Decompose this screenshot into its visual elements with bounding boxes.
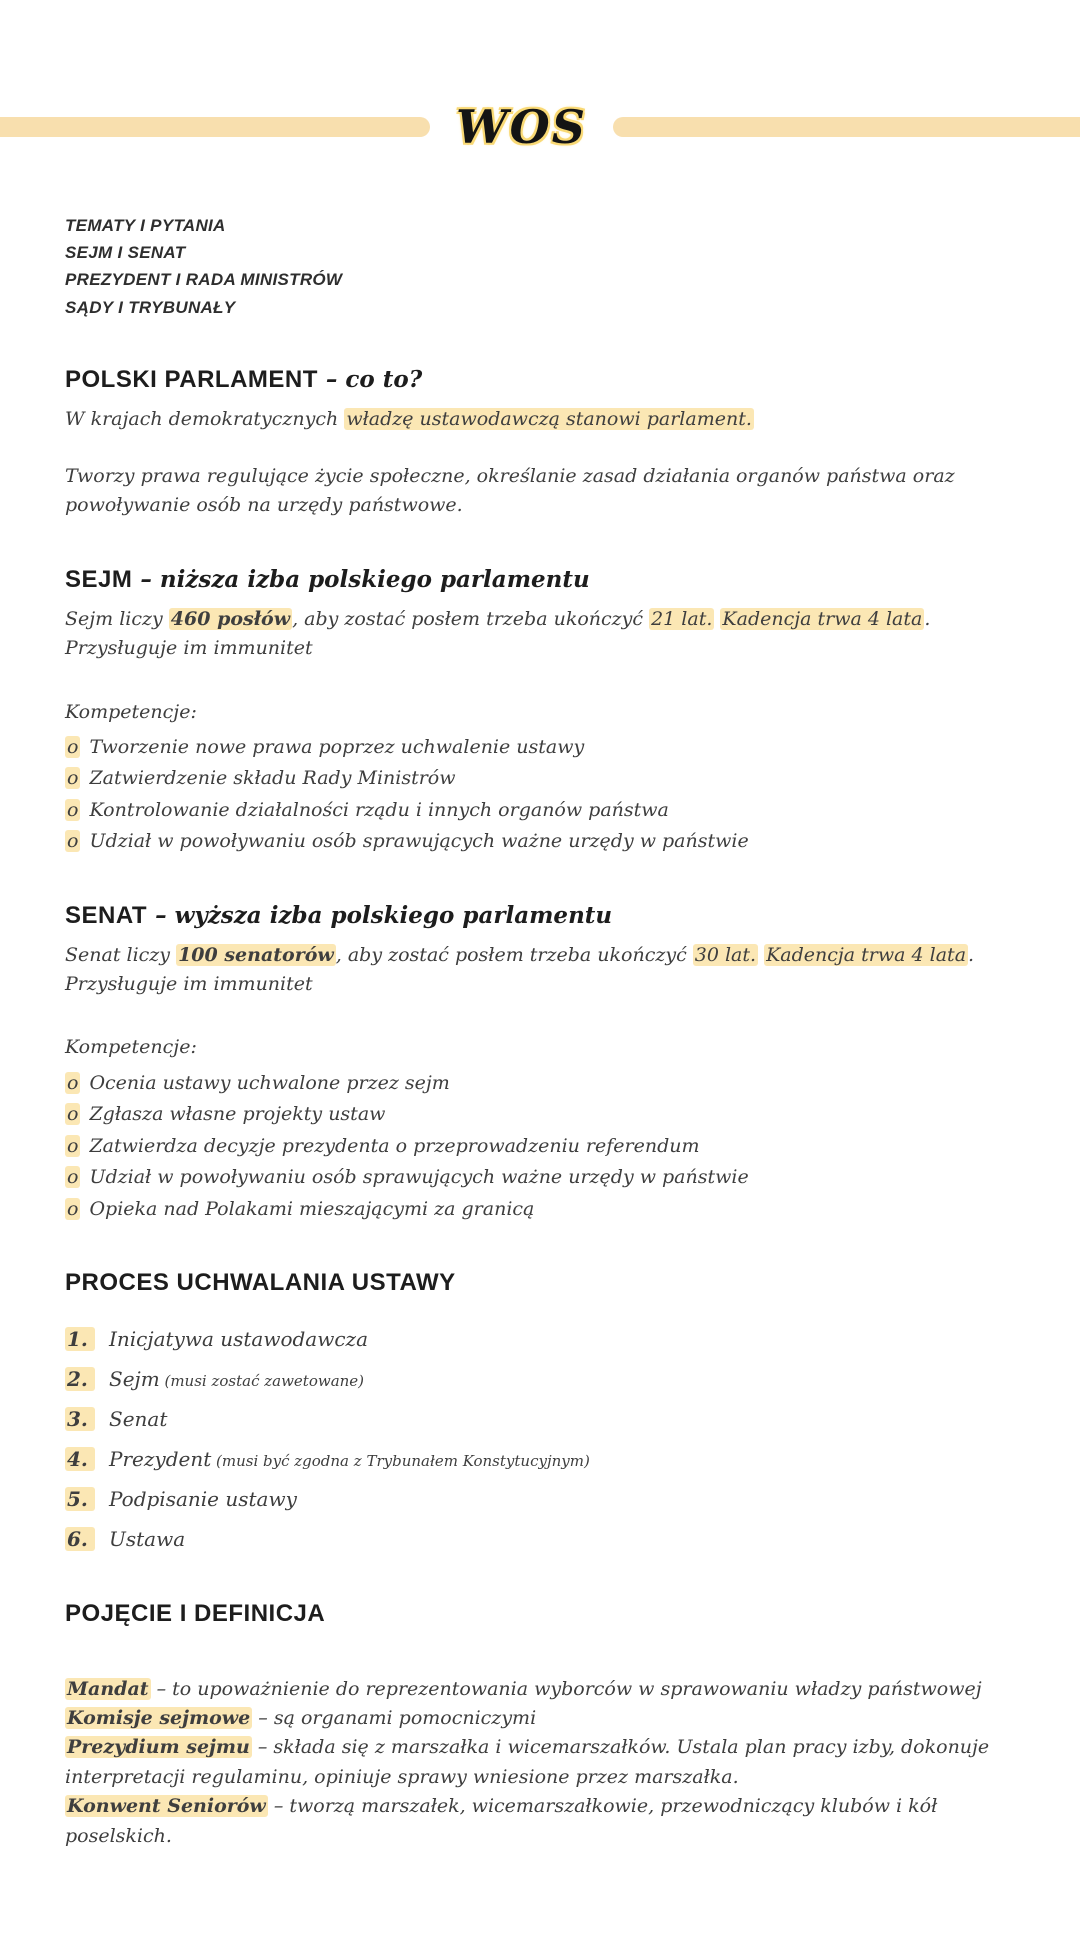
notes-page [0,100,1080,1851]
step-text [109,1484,297,1515]
list-item [65,1100,1015,1129]
topic-item: SĄDY I TRYBUNAŁY [65,297,236,317]
senat-competences-list [65,1069,1015,1224]
bullet-marker: o [67,767,79,790]
section-heading [65,1599,1015,1629]
section-heading [65,565,1015,595]
bullet-marker: o [67,1166,79,1189]
text-segment: 460 posłów [170,607,291,630]
list-item [65,1069,1015,1098]
text-segment: 100 senatorów [178,943,334,966]
bullet-marker: o [67,798,79,821]
text-segment: Kadencja trwa 4 lata [722,607,923,630]
process-step [65,1404,1015,1435]
heading-subtitle: – niższa izba polskiego parlamentu [132,565,590,593]
decor-bar-right [613,117,1080,137]
decor-bar-left [0,117,430,137]
step-number: 5. [65,1487,95,1511]
step-text [109,1404,167,1435]
heading-name: PROCES UCHWALANIA USTAWY [65,1269,456,1297]
text-segment: Konwent Seniorów [67,1795,266,1818]
text-segment: W krajach demokratycznych [65,407,345,430]
step-number: 4. [65,1447,95,1471]
section-pojecie-definicja [65,1599,1015,1851]
definition-entry [65,1733,1015,1792]
step-number: 3. [65,1407,95,1431]
text-segment: , aby zostać posłem trzeba ukończyć [335,943,693,966]
bullet-marker: o [67,735,79,758]
heading-name: POJĘCIE I DEFINICJA [65,1599,326,1627]
section-proces-uchwalania [65,1268,1015,1555]
page-title: WOS [456,100,587,154]
text-segment: Ustawa [109,1526,186,1551]
text-segment: (musi być zgodna z Trybunałem Konstytucyjnym) [211,1451,590,1470]
paragraph-senat-intro [65,941,1015,1000]
step-number: 2. [65,1367,95,1391]
step-number: 6. [65,1527,95,1551]
text-segment: Mandat [67,1677,149,1700]
process-step [65,1364,1015,1395]
paragraph-sejm-intro [65,605,1015,664]
bullet-marker: o [67,830,79,853]
text-segment: 30 lat. [694,943,757,966]
bullet-marker: o [67,1134,79,1157]
text-segment: Komisje sejmowe [67,1707,251,1730]
step-text [109,1444,590,1475]
list-item [65,764,1015,793]
process-step [65,1524,1015,1555]
definition-entry [65,1792,1015,1851]
topic-item: PREZYDENT I RADA MINISTRÓW [65,270,343,290]
competences-label: Kompetencje: [65,1036,197,1059]
step-number: 1. [65,1327,95,1351]
list-item-text: Zatwierdzenie składu Rady Ministrów [89,767,456,790]
step-text [109,1324,368,1355]
text-segment: , aby zostać posłem trzeba ukończyć [292,607,650,630]
topic-item: TEMATY I PYTANIA [65,216,226,235]
section-sejm [65,565,1015,857]
text-segment: (musi zostać zawetowane) [159,1371,365,1390]
text-segment: Senat liczy [65,943,177,966]
heading-name: POLSKI PARLAMENT [65,365,318,393]
list-item-text: Udział w powoływaniu osób sprawujących ważne urzędy w państwie [89,1166,749,1189]
section-heading [65,1268,1015,1298]
list-item-text: Opieka nad Polakami mieszającymi za granicą [89,1197,535,1220]
bullet-marker: o [67,1103,79,1126]
competences-label: Kompetencje: [65,700,197,723]
list-item [65,827,1015,856]
process-step [65,1444,1015,1475]
bullet-marker: o [67,1071,79,1094]
section-heading [65,365,1015,395]
text-segment: – to upoważnienie do reprezentowania wyborców w sprawowaniu władzy państwowej [150,1677,982,1700]
heading-subtitle: – wyższa izba polskiego parlamentu [147,901,613,929]
bullet-marker: o [67,1197,79,1220]
section-senat [65,901,1015,1224]
definitions-list [65,1675,1015,1852]
text-segment: Prezydent [109,1446,212,1471]
list-item [65,796,1015,825]
text-segment: Sejm [109,1366,160,1391]
text-segment: . Przysługuje im immunitet [65,943,975,995]
list-item [65,1163,1015,1192]
list-item-text: Zgłasza własne projekty ustaw [89,1103,386,1126]
text-segment: – są organami pomocniczymi [252,1707,537,1730]
process-step [65,1324,1015,1355]
topics-list [65,212,1010,321]
topic-item: SEJM I SENAT [65,243,186,263]
list-item [65,1195,1015,1224]
text-segment: władzę ustawodawczą stanowi parlament. [346,407,752,430]
process-steps-list [65,1324,1015,1555]
step-text [109,1364,364,1395]
list-item-text: Zatwierdza decyzje prezydenta o przeprowadzeniu referendum [89,1134,700,1157]
heading-subtitle: – co to? [317,365,423,393]
list-item-text: Tworzenie nowe prawa poprzez uchwalenie ustawy [89,735,585,758]
text-segment: Podpisanie ustawy [109,1486,297,1511]
sejm-competences-list [65,733,1015,857]
section-polski-parlament [65,365,1015,521]
list-item-text: Kontrolowanie działalności rządu i innych organów państwa [89,798,669,821]
list-item-text: Ocenia ustawy uchwalone przez sejm [89,1071,450,1094]
definition-entry [65,1704,1015,1733]
text-segment: . Przysługuje im immunitet [65,607,931,660]
text-segment: – składa się z marszałka i wicemarszałków. Ustala plan pracy izby, dokonuje interpretacji regulaminu, opiniuje sprawy wniesione przez marszałka. [65,1736,990,1788]
step-text [109,1524,185,1555]
definition-entry [65,1675,1015,1704]
text-segment: – tworzą marszałek, wicemarszałkowie, przewodniczący klubów i kół poselskich. [65,1795,938,1847]
heading-name: SENAT [65,901,148,929]
text-segment: 21 lat. [651,607,713,630]
paragraph-parlament-body: Tworzy prawa regulujące życie społeczne, określanie zasad działania organów państwa oraz powoływanie osób na urzędy państwowe. [65,464,955,517]
page-header [0,100,1080,154]
text-segment: Inicjatywa ustawodawcza [109,1326,369,1351]
list-item [65,1132,1015,1161]
list-item [65,733,1015,762]
text-segment: Senat [109,1406,168,1431]
section-heading [65,901,1015,931]
heading-name: SEJM [65,565,133,593]
text-segment: Kadencja trwa 4 lata [766,943,967,966]
process-step [65,1484,1015,1515]
paragraph-parlament-intro [65,405,1015,434]
text-segment: Prezydium sejmu [67,1736,250,1759]
text-segment: Sejm liczy [65,607,169,630]
list-item-text: Udział w powoływaniu osób sprawujących ważne urzędy w państwie [89,830,749,853]
